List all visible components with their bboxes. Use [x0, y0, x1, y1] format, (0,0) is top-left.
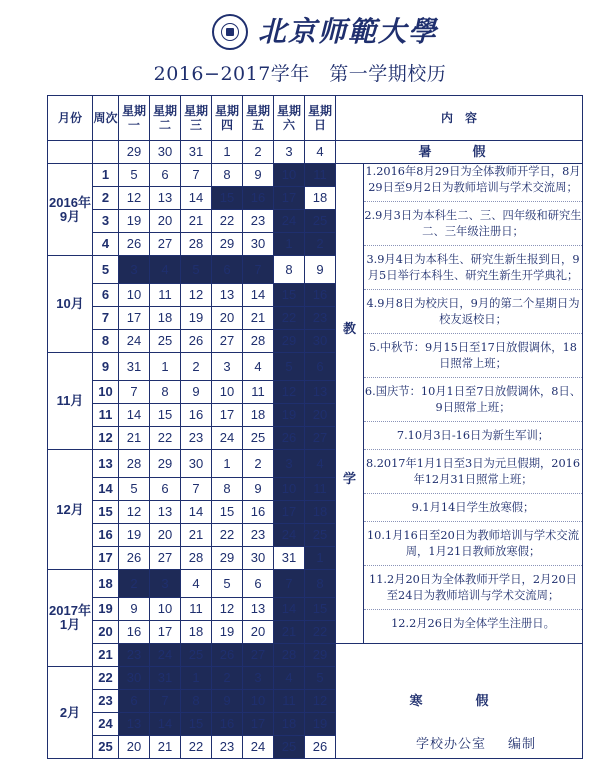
- day-cell: 20: [243, 621, 274, 644]
- holiday-day-cell: 27: [243, 644, 274, 667]
- day-cell: 20: [212, 307, 243, 330]
- week-number-cell: 10: [93, 381, 119, 404]
- week-number-cell: 14: [93, 478, 119, 501]
- day-cell: 26: [181, 330, 212, 353]
- month-cell: 2017年1月: [48, 570, 93, 667]
- note-item: 2.9月3日为本科生二、三、四年级和研究生二、三年级注册日；: [364, 208, 582, 246]
- holiday-day-cell: 10: [274, 478, 305, 501]
- week-number-cell: 13: [93, 450, 119, 478]
- calendar-week-row: [48, 141, 583, 164]
- holiday-day-cell: 4: [150, 256, 181, 284]
- calendar-week-row: [48, 164, 583, 187]
- holiday-day-cell: 6: [119, 690, 150, 713]
- day-cell: 24: [212, 427, 243, 450]
- day-cell: 6: [150, 164, 181, 187]
- holiday-day-cell: 27: [305, 427, 336, 450]
- day-cell: 10: [119, 284, 150, 307]
- holiday-day-cell: 21: [274, 621, 305, 644]
- week-number-cell: 6: [93, 284, 119, 307]
- holiday-day-cell: 30: [119, 667, 150, 690]
- calendar-body: [48, 141, 583, 759]
- day-cell: 14: [119, 404, 150, 427]
- holiday-day-cell: 10: [243, 690, 274, 713]
- holiday-day-cell: 5: [274, 353, 305, 381]
- day-cell: 10: [150, 598, 181, 621]
- weekday-header: 星期一: [119, 96, 150, 141]
- holiday-day-cell: 7: [274, 570, 305, 598]
- holiday-day-cell: 25: [305, 524, 336, 547]
- day-cell: 28: [243, 330, 274, 353]
- holiday-day-cell: 18: [305, 501, 336, 524]
- day-cell: 8: [212, 164, 243, 187]
- day-cell: 11: [150, 284, 181, 307]
- day-cell: 9: [243, 478, 274, 501]
- day-cell: 15: [150, 404, 181, 427]
- month-cell: [48, 141, 93, 164]
- university-seal-icon: [212, 14, 248, 50]
- day-cell: 26: [119, 233, 150, 256]
- day-cell: 22: [212, 524, 243, 547]
- month-cell: 11月: [48, 353, 93, 450]
- day-cell: 17: [212, 404, 243, 427]
- holiday-day-cell: 24: [274, 524, 305, 547]
- week-number-cell: 3: [93, 210, 119, 233]
- month-cell: 2016年9月: [48, 164, 93, 256]
- day-cell: 12: [212, 598, 243, 621]
- holiday-day-cell: 30: [305, 330, 336, 353]
- day-cell: 30: [243, 547, 274, 570]
- holiday-day-cell: 11: [305, 478, 336, 501]
- week-number-cell: 1: [93, 164, 119, 187]
- holiday-day-cell: 15: [212, 187, 243, 210]
- day-cell: 12: [119, 501, 150, 524]
- day-cell: 31: [274, 547, 305, 570]
- holiday-day-cell: 6: [212, 256, 243, 284]
- day-cell: 4: [305, 141, 336, 164]
- holiday-day-cell: 1: [181, 667, 212, 690]
- holiday-day-cell: 23: [305, 307, 336, 330]
- footer: [416, 733, 536, 752]
- week-number-cell: 5: [93, 256, 119, 284]
- weekday-header: 星期五: [243, 96, 274, 141]
- holiday-day-cell: 3: [243, 667, 274, 690]
- week-column-header: 周次: [93, 96, 119, 141]
- day-cell: 16: [243, 501, 274, 524]
- day-cell: 19: [119, 524, 150, 547]
- holiday-day-cell: 7: [150, 690, 181, 713]
- day-cell: 13: [150, 187, 181, 210]
- day-cell: 29: [212, 547, 243, 570]
- day-cell: 12: [119, 187, 150, 210]
- day-cell: 11: [243, 381, 274, 404]
- teaching-period-cell: [336, 164, 370, 644]
- day-cell: 30: [243, 233, 274, 256]
- holiday-day-cell: 19: [305, 713, 336, 736]
- day-cell: 25: [243, 427, 274, 450]
- holiday-day-cell: 17: [274, 187, 305, 210]
- day-cell: 26: [305, 736, 336, 759]
- day-cell: 13: [212, 284, 243, 307]
- month-column-header: 月份: [48, 96, 93, 141]
- day-cell: 7: [181, 164, 212, 187]
- holiday-day-cell: 3: [274, 450, 305, 478]
- holiday-day-cell: 4: [305, 450, 336, 478]
- day-cell: 21: [150, 736, 181, 759]
- holiday-day-cell: 13: [305, 381, 336, 404]
- note-item: 3.9月4日为本科生、研究生新生报到日，9月5日举行本科生、研究生新生开学典礼；: [364, 252, 582, 290]
- weekday-header: 星期六: [274, 96, 305, 141]
- day-cell: 22: [181, 736, 212, 759]
- week-number-cell: 11: [93, 404, 119, 427]
- day-cell: 2: [243, 141, 274, 164]
- holiday-day-cell: 29: [274, 330, 305, 353]
- holiday-day-cell: 2: [305, 233, 336, 256]
- footer-office: 学校办公室: [415, 737, 486, 752]
- holiday-day-cell: 20: [305, 404, 336, 427]
- day-cell: 27: [212, 330, 243, 353]
- winter-vacation-cell: 寒 假: [336, 644, 583, 759]
- holiday-day-cell: 16: [305, 284, 336, 307]
- day-cell: 20: [150, 210, 181, 233]
- day-cell: 16: [181, 404, 212, 427]
- month-cell: 12月: [48, 450, 93, 570]
- day-cell: 1: [150, 353, 181, 381]
- holiday-day-cell: 18: [274, 713, 305, 736]
- day-cell: 21: [243, 307, 274, 330]
- week-number-cell: 21: [93, 644, 119, 667]
- note-item: 1.2016年8月29日为全体教师开学日，8月29日至9月2日为教师培训与学术交流周；: [364, 164, 582, 202]
- holiday-day-cell: 17: [243, 713, 274, 736]
- day-cell: 20: [119, 736, 150, 759]
- holiday-day-cell: 3: [150, 570, 181, 598]
- day-cell: 28: [181, 547, 212, 570]
- holiday-day-cell: 25: [181, 644, 212, 667]
- week-number-cell: 22: [93, 667, 119, 690]
- calendar-table: [47, 95, 583, 759]
- day-cell: 29: [212, 233, 243, 256]
- week-number-cell: 15: [93, 501, 119, 524]
- holiday-day-cell: 7: [243, 256, 274, 284]
- day-cell: 9: [181, 381, 212, 404]
- day-cell: 23: [212, 736, 243, 759]
- day-cell: 23: [181, 427, 212, 450]
- day-cell: 9: [119, 598, 150, 621]
- day-cell: 8: [150, 381, 181, 404]
- holiday-day-cell: 3: [119, 256, 150, 284]
- day-cell: 1: [212, 141, 243, 164]
- week-number-cell: 7: [93, 307, 119, 330]
- day-cell: 2: [243, 450, 274, 478]
- holiday-day-cell: 4: [274, 667, 305, 690]
- holiday-day-cell: 11: [305, 164, 336, 187]
- week-number-cell: 2: [93, 187, 119, 210]
- month-cell: 10月: [48, 256, 93, 353]
- calendar-week-row: [48, 644, 583, 667]
- week-number-cell: 18: [93, 570, 119, 598]
- holiday-day-cell: 25: [305, 210, 336, 233]
- day-cell: 19: [212, 621, 243, 644]
- day-cell: 18: [150, 307, 181, 330]
- holiday-day-cell: 12: [305, 690, 336, 713]
- holiday-day-cell: 26: [274, 427, 305, 450]
- day-cell: 6: [243, 570, 274, 598]
- day-cell: 24: [243, 736, 274, 759]
- day-cell: 4: [181, 570, 212, 598]
- day-cell: 21: [119, 427, 150, 450]
- summer-vacation-cell: 暑 假: [336, 141, 583, 164]
- day-cell: 20: [150, 524, 181, 547]
- week-number-cell: 12: [93, 427, 119, 450]
- day-cell: 7: [119, 381, 150, 404]
- day-cell: 3: [212, 353, 243, 381]
- week-number-cell: 4: [93, 233, 119, 256]
- day-cell: 14: [181, 501, 212, 524]
- day-cell: 17: [119, 307, 150, 330]
- holiday-day-cell: 16: [212, 713, 243, 736]
- day-cell: 22: [150, 427, 181, 450]
- holiday-day-cell: 19: [274, 404, 305, 427]
- day-cell: 8: [274, 256, 305, 284]
- week-number-cell: 17: [93, 547, 119, 570]
- day-cell: 31: [181, 141, 212, 164]
- day-cell: 5: [212, 570, 243, 598]
- holiday-day-cell: 9: [212, 690, 243, 713]
- day-cell: 2: [181, 353, 212, 381]
- note-item: 11.2月20日为全体教师开学日，2月20日至24日为教师培训与学术交流周；: [364, 572, 582, 610]
- day-cell: 17: [150, 621, 181, 644]
- day-cell: 4: [243, 353, 274, 381]
- day-cell: 12: [181, 284, 212, 307]
- day-cell: 28: [181, 233, 212, 256]
- holiday-day-cell: 8: [181, 690, 212, 713]
- day-cell: 31: [119, 353, 150, 381]
- week-number-cell: [93, 141, 119, 164]
- week-number-cell: 16: [93, 524, 119, 547]
- day-cell: 19: [181, 307, 212, 330]
- day-cell: 23: [243, 524, 274, 547]
- week-number-cell: 25: [93, 736, 119, 759]
- day-cell: 6: [150, 478, 181, 501]
- holiday-day-cell: 17: [274, 501, 305, 524]
- day-cell: 25: [150, 330, 181, 353]
- footer-compiled: 编制: [507, 737, 536, 752]
- week-number-cell: 24: [93, 713, 119, 736]
- day-cell: 1: [212, 450, 243, 478]
- day-cell: 18: [305, 187, 336, 210]
- holiday-day-cell: 15: [274, 284, 305, 307]
- day-cell: 30: [181, 450, 212, 478]
- holiday-day-cell: 14: [150, 713, 181, 736]
- day-cell: 5: [119, 478, 150, 501]
- day-cell: 14: [181, 187, 212, 210]
- weekday-header: 星期日: [305, 96, 336, 141]
- day-cell: 19: [119, 210, 150, 233]
- day-cell: 9: [243, 164, 274, 187]
- note-item: 5.中秋节：9月15日至17日放假调休，18日照常上班；: [364, 340, 582, 378]
- holiday-day-cell: 8: [305, 570, 336, 598]
- week-number-cell: 19: [93, 598, 119, 621]
- day-cell: 5: [119, 164, 150, 187]
- teaching-label: 教 学: [342, 320, 370, 486]
- day-cell: 27: [150, 233, 181, 256]
- day-cell: 18: [243, 404, 274, 427]
- day-cell: 11: [181, 598, 212, 621]
- holiday-day-cell: 1: [274, 233, 305, 256]
- day-cell: 3: [274, 141, 305, 164]
- day-cell: 30: [150, 141, 181, 164]
- day-cell: 18: [181, 621, 212, 644]
- header-row: [48, 96, 583, 141]
- note-item: 6.国庆节：10月1日至7日放假调休，8日、9日照常上班；: [364, 384, 582, 422]
- note-item: 9.1月14日学生放寒假；: [364, 500, 582, 522]
- day-cell: 10: [212, 381, 243, 404]
- holiday-day-cell: 2: [119, 570, 150, 598]
- holiday-day-cell: 24: [274, 210, 305, 233]
- holiday-day-cell: 5: [305, 667, 336, 690]
- day-cell: 28: [119, 450, 150, 478]
- weekday-header: 星期二: [150, 96, 181, 141]
- note-item: 10.1月16日至20日为教师培训与学术交流周，1月21日教师放寒假；: [364, 528, 582, 566]
- holiday-day-cell: 12: [274, 381, 305, 404]
- week-number-cell: 20: [93, 621, 119, 644]
- day-cell: 27: [150, 547, 181, 570]
- note-item: 7.10月3日-16日为新生军训；: [364, 428, 582, 450]
- day-cell: 13: [243, 598, 274, 621]
- day-cell: 15: [212, 501, 243, 524]
- holiday-day-cell: 22: [274, 307, 305, 330]
- note-item: 4.9月8日为校庆日，9月的第二个星期日为校友返校日；: [364, 296, 582, 334]
- holiday-day-cell: 2: [212, 667, 243, 690]
- day-cell: 14: [243, 284, 274, 307]
- holiday-day-cell: 6: [305, 353, 336, 381]
- holiday-day-cell: 23: [119, 644, 150, 667]
- holiday-day-cell: 16: [243, 187, 274, 210]
- holiday-day-cell: 24: [150, 644, 181, 667]
- holiday-day-cell: 25: [274, 736, 305, 759]
- day-cell: 8: [212, 478, 243, 501]
- holiday-day-cell: 28: [274, 644, 305, 667]
- day-cell: 21: [181, 524, 212, 547]
- holiday-day-cell: 22: [305, 621, 336, 644]
- holiday-day-cell: 15: [305, 598, 336, 621]
- page-title: 2016−2017学年 第一学期校历: [153, 63, 447, 85]
- weekday-header: 星期四: [212, 96, 243, 141]
- weekday-header: 星期三: [181, 96, 212, 141]
- holiday-day-cell: 15: [181, 713, 212, 736]
- day-cell: 26: [119, 547, 150, 570]
- day-cell: 23: [243, 210, 274, 233]
- holiday-day-cell: 29: [305, 644, 336, 667]
- holiday-day-cell: 5: [181, 256, 212, 284]
- day-cell: 16: [119, 621, 150, 644]
- week-number-cell: 9: [93, 353, 119, 381]
- note-item: 8.2017年1月1日至3日为元旦假期，2016年12月31日照常上班；: [364, 456, 582, 494]
- day-cell: 7: [181, 478, 212, 501]
- day-cell: 29: [119, 141, 150, 164]
- holiday-day-cell: 31: [150, 667, 181, 690]
- content-column-header: 内 容: [336, 96, 583, 141]
- holiday-day-cell: 13: [119, 713, 150, 736]
- notes-cell: [364, 164, 583, 644]
- week-number-cell: 8: [93, 330, 119, 353]
- holiday-day-cell: 14: [274, 598, 305, 621]
- day-cell: 21: [181, 210, 212, 233]
- day-cell: 22: [212, 210, 243, 233]
- holiday-day-cell: 10: [274, 164, 305, 187]
- day-cell: 29: [150, 450, 181, 478]
- holiday-day-cell: 26: [212, 644, 243, 667]
- day-cell: 24: [119, 330, 150, 353]
- note-item: 12.2月26日为全体学生注册日。: [391, 617, 555, 630]
- week-number-cell: 23: [93, 690, 119, 713]
- month-cell: 2月: [48, 667, 93, 759]
- page-header: [0, 10, 600, 56]
- day-cell: 9: [305, 256, 336, 284]
- holiday-day-cell: 1: [305, 547, 336, 570]
- university-name: 北京师範大學: [258, 15, 439, 48]
- holiday-day-cell: 11: [274, 690, 305, 713]
- day-cell: 13: [150, 501, 181, 524]
